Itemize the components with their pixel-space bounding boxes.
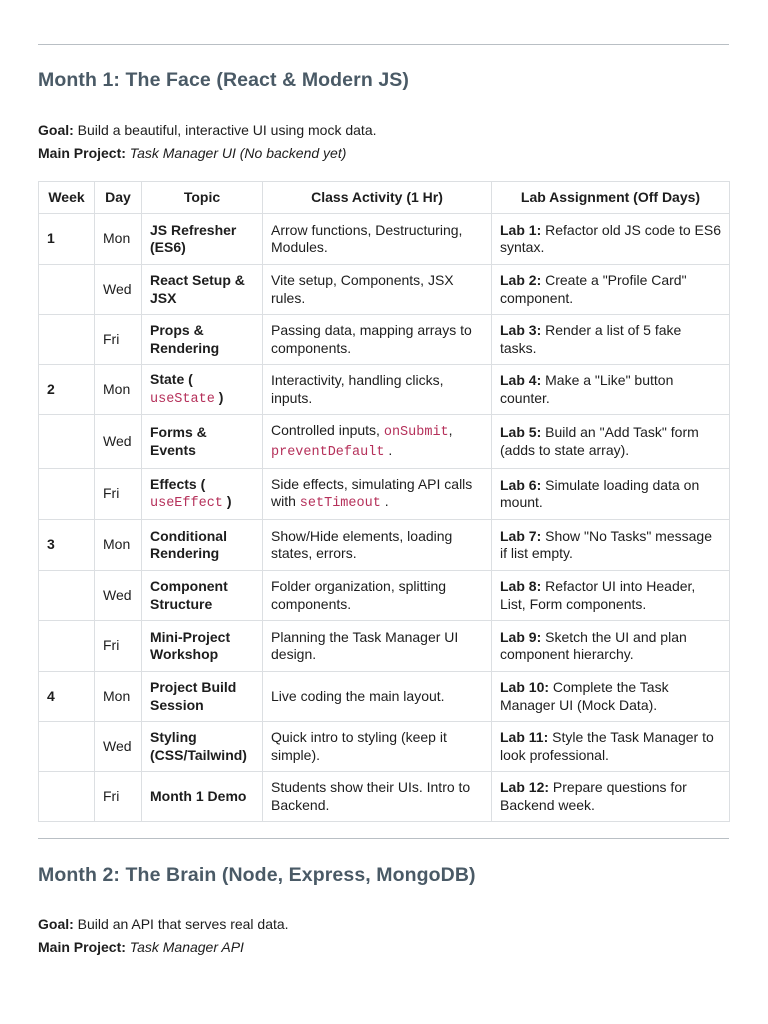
activity-sep: , — [448, 422, 453, 438]
activity-cell: Live coding the main layout. — [263, 672, 492, 722]
month1-project — [38, 142, 377, 165]
day-cell: Fri — [95, 469, 142, 520]
day-cell: Fri — [95, 315, 142, 365]
lab-label: Lab 1: — [500, 221, 542, 238]
table-row — [39, 214, 730, 265]
day-cell: Mon — [95, 520, 142, 571]
lab-cell — [492, 672, 730, 722]
week-cell — [39, 265, 95, 315]
week-cell: 2 — [39, 365, 95, 415]
lab-cell — [492, 365, 730, 415]
day-cell: Mon — [95, 672, 142, 722]
lab-text: Build an "Add Task" form (adds to state array). — [500, 424, 699, 458]
topic-cell: Conditional Rendering — [142, 520, 263, 571]
table-row — [39, 772, 730, 822]
month2-meta — [38, 913, 289, 959]
header-class-activity: Class Activity (1 Hr) — [263, 182, 492, 214]
lab-cell — [492, 469, 730, 520]
lab-text: Sketch the UI and plan component hierarchy. — [500, 628, 687, 662]
lab-cell — [492, 520, 730, 571]
day-cell: Wed — [95, 722, 142, 772]
lab-label: Lab 8: — [500, 578, 542, 594]
topic-cell: Forms & Events — [142, 415, 263, 469]
topic-text: State ( — [150, 371, 193, 387]
topic-cell: JS Refresher (ES6) — [142, 214, 263, 265]
lab-text: Create a "Profile Card" component. — [500, 272, 687, 306]
activity-code: setTimeout — [299, 496, 381, 511]
day-cell: Fri — [95, 772, 142, 822]
table-row — [39, 672, 730, 722]
lab-label: Lab 3: — [500, 322, 542, 338]
week-cell — [39, 772, 95, 822]
section-divider — [38, 838, 729, 839]
week-cell — [39, 315, 95, 365]
lab-cell — [492, 315, 730, 365]
activity-end: . — [388, 441, 393, 458]
header-topic: Topic — [142, 182, 263, 214]
lab-label: Lab 12: — [500, 779, 550, 795]
topic-cell: React Setup & JSX — [142, 265, 263, 315]
week-cell — [39, 621, 95, 672]
lab-cell — [492, 571, 730, 621]
lab-label: Lab 7: — [500, 527, 542, 544]
activity-text: Side effects, simulating API calls with — [271, 475, 473, 509]
header-lab-assignment: Lab Assignment (Off Days) — [492, 182, 730, 214]
top-divider — [38, 44, 729, 45]
activity-cell: Arrow functions, Destructuring, Modules. — [263, 214, 492, 265]
topic-cell: Styling (CSS/Tailwind) — [142, 722, 263, 772]
activity-cell — [263, 469, 492, 520]
activity-cell: Quick intro to styling (keep it simple). — [263, 722, 492, 772]
lab-text: Render a list of 5 fake tasks. — [500, 322, 682, 356]
topic-cell — [142, 469, 263, 520]
activity-cell: Students show their UIs. Intro to Backend. — [263, 772, 492, 822]
table-row — [39, 415, 730, 469]
month1-goal — [38, 119, 377, 142]
project-text: Task Manager API — [129, 939, 244, 955]
month2-project — [38, 936, 289, 959]
project-label: Main Project: — [38, 939, 126, 955]
week-cell: 3 — [39, 520, 95, 571]
topic-code: useEffect — [150, 496, 223, 511]
table-row — [39, 365, 730, 415]
day-cell: Wed — [95, 571, 142, 621]
lab-text: Make a "Like" button counter. — [500, 372, 674, 406]
lab-text: Refactor UI into Header, List, Form components. — [500, 578, 696, 612]
activity-cell: Interactivity, handling clicks, inputs. — [263, 365, 492, 415]
lab-label: Lab 9: — [500, 628, 542, 645]
lab-text: Show "No Tasks" message if list empty. — [500, 527, 712, 561]
week-cell: 4 — [39, 672, 95, 722]
table-row — [39, 571, 730, 621]
lab-label: Lab 2: — [500, 272, 542, 288]
table-row — [39, 621, 730, 672]
week-cell — [39, 722, 95, 772]
day-cell: Fri — [95, 621, 142, 672]
topic-cell: Props & Rendering — [142, 315, 263, 365]
week-cell: 1 — [39, 214, 95, 265]
month1-heading: Month 1: The Face (React & Modern JS) — [38, 69, 409, 91]
header-week: Week — [39, 182, 95, 214]
week-cell — [39, 571, 95, 621]
table-row — [39, 722, 730, 772]
table-row — [39, 520, 730, 571]
lab-label: Lab 4: — [500, 372, 542, 388]
lab-label: Lab 11: — [500, 729, 549, 745]
topic-close: ) — [218, 388, 224, 405]
project-text: Task Manager UI (No backend yet) — [129, 145, 347, 161]
lab-cell — [492, 265, 730, 315]
activity-text: Controlled inputs, — [271, 422, 380, 438]
month1-schedule-table — [38, 181, 730, 822]
activity-cell: Folder organization, splitting components. — [263, 571, 492, 621]
goal-label: Goal: — [38, 916, 74, 932]
table-row — [39, 265, 730, 315]
activity-cell: Show/Hide elements, loading states, errors. — [263, 520, 492, 571]
goal-label: Goal: — [38, 122, 74, 138]
day-cell: Wed — [95, 265, 142, 315]
activity-cell: Vite setup, Components, JSX rules. — [263, 265, 492, 315]
topic-text: Effects ( — [150, 475, 206, 492]
lab-cell — [492, 621, 730, 672]
week-cell — [39, 415, 95, 469]
day-cell: Wed — [95, 415, 142, 469]
activity-end: . — [384, 493, 389, 509]
activity-cell: Passing data, mapping arrays to components. — [263, 315, 492, 365]
lab-text: Complete the Task Manager UI (Mock Data). — [500, 679, 669, 713]
topic-cell: Mini-Project Workshop — [142, 621, 263, 672]
topic-cell — [142, 365, 263, 415]
month2-heading: Month 2: The Brain (Node, Express, MongoDB) — [38, 864, 476, 886]
activity-code: onSubmit — [383, 425, 449, 440]
week-cell — [39, 469, 95, 520]
lab-text: Prepare questions for Backend week. — [500, 779, 687, 813]
lab-label: Lab 10: — [500, 679, 550, 695]
lab-label: Lab 6: — [500, 476, 542, 493]
activity-code: preventDefault — [271, 444, 385, 460]
lab-text: Refactor old JS code to ES6 syntax. — [500, 221, 721, 255]
lab-cell — [492, 722, 730, 772]
month2-goal — [38, 913, 289, 936]
topic-cell: Project Build Session — [142, 672, 263, 722]
activity-cell: Planning the Task Manager UI design. — [263, 621, 492, 672]
lab-cell — [492, 772, 730, 822]
lab-label: Lab 5: — [500, 424, 542, 440]
goal-text: Build a beautiful, interactive UI using mock data. — [77, 122, 377, 138]
lab-text: Style the Task Manager to look professional. — [500, 729, 714, 763]
lab-cell — [492, 415, 730, 469]
topic-close: ) — [226, 493, 232, 509]
table-header-row — [39, 182, 730, 214]
topic-code: useState — [150, 391, 215, 407]
day-cell: Mon — [95, 365, 142, 415]
goal-text: Build an API that serves real data. — [77, 916, 289, 932]
table-row — [39, 315, 730, 365]
table-row — [39, 469, 730, 520]
topic-cell: Component Structure — [142, 571, 263, 621]
header-day: Day — [95, 182, 142, 214]
lab-cell — [492, 214, 730, 265]
lab-text: Simulate loading data on mount. — [500, 476, 700, 510]
topic-cell: Month 1 Demo — [142, 772, 263, 822]
project-label: Main Project: — [38, 145, 126, 161]
month1-meta — [38, 119, 377, 165]
activity-cell — [263, 415, 492, 469]
day-cell: Mon — [95, 214, 142, 265]
